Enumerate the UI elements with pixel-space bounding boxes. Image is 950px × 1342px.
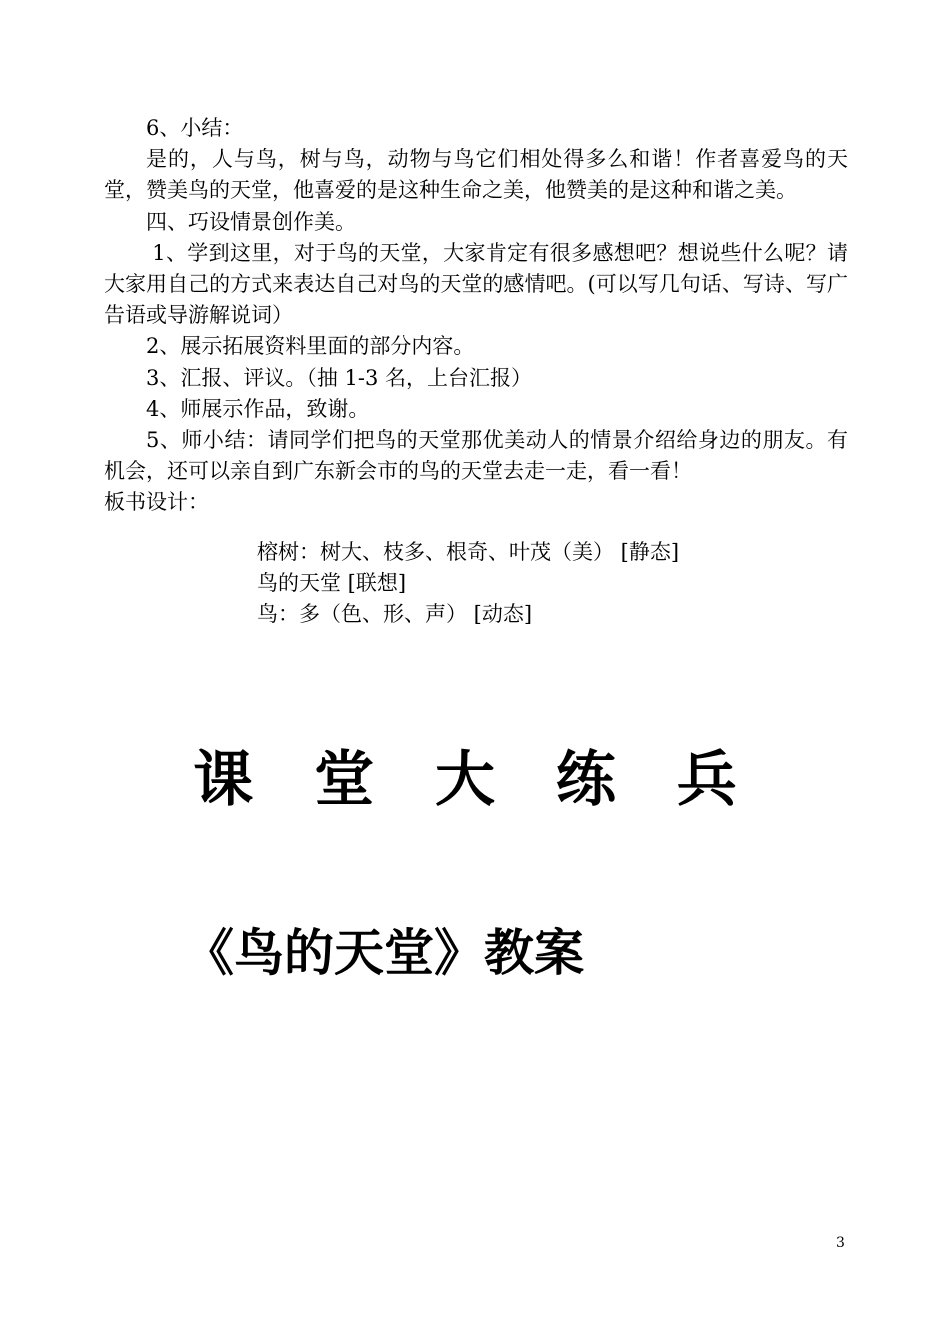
paragraph-step-4: 4、师展示作品，致谢。 (146, 396, 370, 421)
board-design-block (257, 537, 679, 631)
board-line-birds: 鸟：多（色、形、声） [动态] (257, 602, 533, 627)
paragraph-summary-heading: 6、小结： (146, 116, 244, 140)
exercise-banner-title: 课 堂 大 练 兵 (193, 745, 757, 815)
paragraph-step-3: 3、汇报、评议。（抽 1-3 名，上台汇报） (146, 365, 533, 390)
paragraph-step-5: 5、师小结：请同学们把鸟的天堂那优美动人的情景介绍给身边的朋友。有机会，还可以亲自到广东新会市的鸟的天堂去走一走，看一看！ (104, 428, 848, 484)
paragraph-step-2: 2、展示拓展资料里面的部分内容。 (146, 334, 475, 359)
page-number: 3 (836, 1235, 845, 1251)
board-design-heading: 板书设计： (104, 490, 209, 515)
lesson-plan-title: 《鸟的天堂》教案 (184, 924, 584, 982)
paragraph-step-1: 1、学到这里，对于鸟的天堂，大家肯定有很多感想吧？想说些什么呢？请大家用自己的方式来表达自己对鸟的天堂的感情吧。(可以写几句话、写诗、写广告语或导游解说词） (104, 240, 848, 328)
board-line-banyan: 榕树：树大、枝多、根奇、叶茂（美） [静态] (257, 540, 680, 564)
paragraph-summary-text: 是的，人与鸟，树与鸟，动物与鸟它们相处得多么和谐！作者喜爱鸟的天堂，赞美鸟的天堂，他喜爱的是这种生命之美，他赞美的是这种和谐之美。 (104, 147, 848, 203)
paragraph-section-four-heading: 四、巧设情景创作美。 (146, 209, 356, 234)
lesson-body-text (104, 113, 848, 519)
board-line-birds-paradise: 鸟的天堂 [联想] (257, 571, 407, 596)
